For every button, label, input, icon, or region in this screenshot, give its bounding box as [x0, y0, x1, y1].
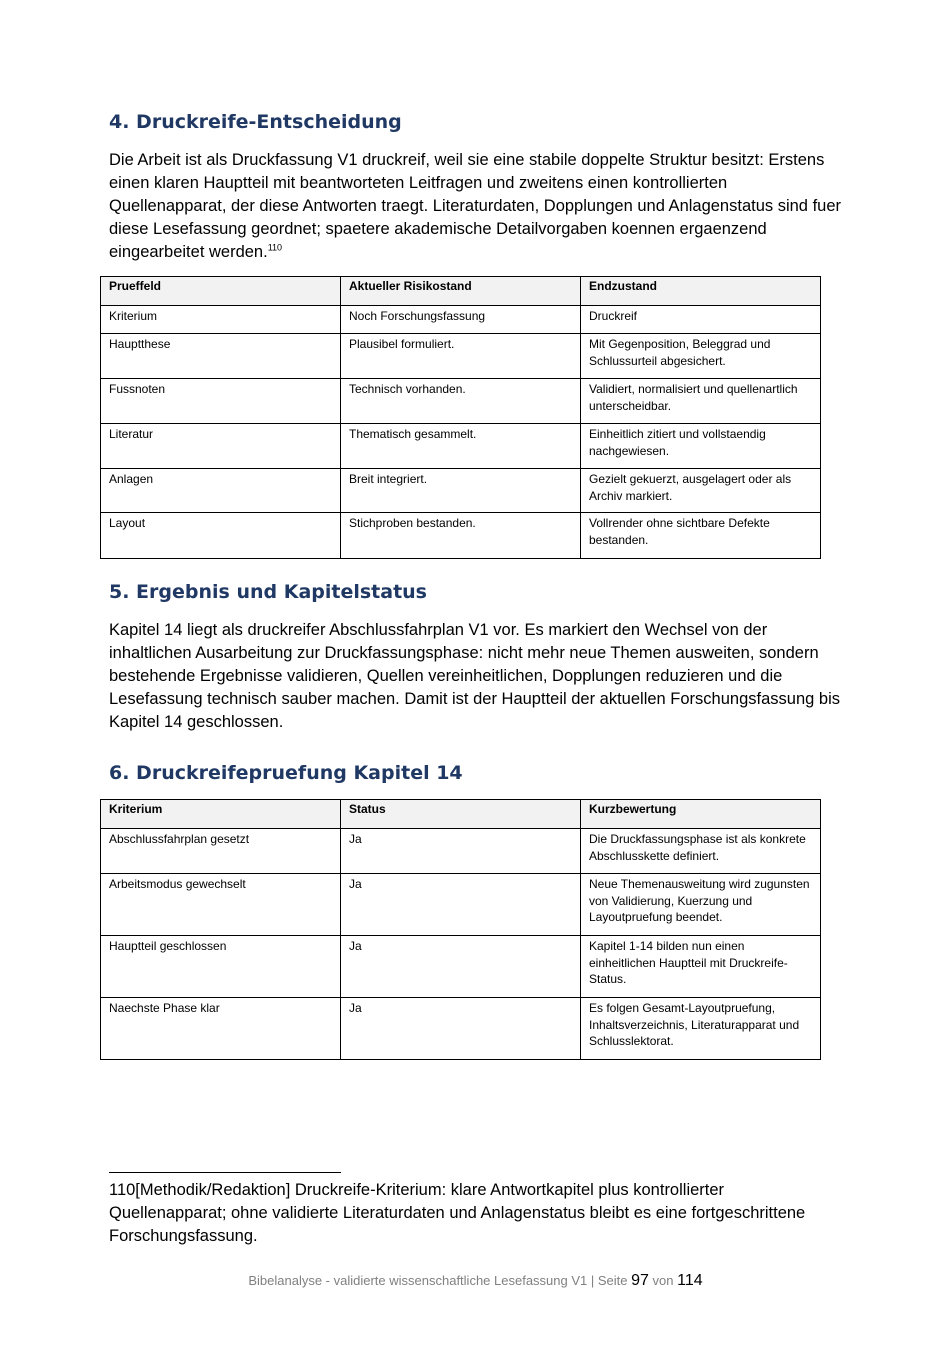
page-total: 114	[677, 1272, 703, 1289]
table-cell: Validiert, normalisiert und quellenartlich unterscheidbar.	[581, 379, 821, 424]
table-row	[101, 998, 821, 1060]
table-cell: Stichproben bestanden.	[341, 513, 581, 559]
risk-table	[100, 276, 821, 559]
table-cell: Hauptteil geschlossen	[101, 936, 341, 998]
column-header: Kurzbewertung	[581, 800, 821, 829]
criteria-table	[100, 799, 821, 1060]
table-cell: Noch Forschungsfassung	[341, 306, 581, 334]
table-cell: Thematisch gesammelt.	[341, 424, 581, 469]
table-cell: Kriterium	[101, 306, 341, 334]
table-cell: Technisch vorhanden.	[341, 379, 581, 424]
table-cell: Druckreif	[581, 306, 821, 334]
section-5-paragraph: Kapitel 14 liegt als druckreifer Abschlussfahrplan V1 vor. Es markiert den Wechsel von der inhaltlichen Ausarbeitung zur Druckfassungsphase: nicht mehr neue Themen ausweiten, sondern bestehende Ergebnisse validieren, Quellen vereinheitlichen, Dopplungen reduzieren und die Lesefassung technisch sauber machen. Damit ist der Hauptteil der aktuellen Forschungsfassung bis Kapitel 14 geschlossen.	[109, 621, 840, 731]
footer-of-label: von	[652, 1273, 674, 1288]
page-footer	[0, 1272, 951, 1290]
table-cell: Anlagen	[101, 469, 341, 513]
table-cell: Einheitlich zitiert und vollstaendig nachgewiesen.	[581, 424, 821, 469]
footnote-reference[interactable]: 110	[267, 242, 283, 253]
table-cell: Hauptthese	[101, 334, 341, 379]
table-cell: Abschlussfahrplan gesetzt	[101, 829, 341, 874]
page-number: 97	[631, 1272, 649, 1289]
table-cell: Ja	[341, 998, 581, 1060]
section-4-heading: 4. Druckreife-Entscheidung	[109, 111, 402, 133]
table-cell: Arbeitsmodus gewechselt	[101, 874, 341, 936]
table-cell: Plausibel formuliert.	[341, 334, 581, 379]
table-cell: Neue Themenausweitung wird zugunsten von Validierung, Kuerzung und Layoutpruefung beendet.	[581, 874, 821, 936]
column-header: Status	[341, 800, 581, 829]
table-row	[101, 334, 821, 379]
section-4-paragraph	[109, 149, 844, 264]
table-cell: Layout	[101, 513, 341, 559]
column-header: Endzustand	[581, 277, 821, 306]
table-header-row	[101, 277, 821, 306]
table-cell: Ja	[341, 936, 581, 998]
table-cell: Fussnoten	[101, 379, 341, 424]
table-cell: Die Druckfassungsphase ist als konkrete Abschlusskette definiert.	[581, 829, 821, 874]
table-cell: Ja	[341, 874, 581, 936]
column-header: Kriterium	[101, 800, 341, 829]
section-4-text: Die Arbeit ist als Druckfassung V1 druckreif, weil sie eine stabile doppelte Struktur besitzt: Erstens einen klaren Hauptteil mit beantworteten Leitfragen und zweitens einen kontrollierten Quellenapparat, der diese Antworten traegt. Literaturdaten, Dopplungen und Anlagenstatus sind fuer diese Lesefassung geordnet; spaetere akademische Detailvorgaben koennen ergaenzend eingearbeitet werden.	[109, 151, 842, 261]
section-5-heading: 5. Ergebnis und Kapitelstatus	[109, 581, 427, 603]
table-cell: Es folgen Gesamt-Layoutpruefung, Inhaltsverzeichnis, Literaturapparat und Schlusslektorat.	[581, 998, 821, 1060]
table-row	[101, 424, 821, 469]
footnote-110: 110[Methodik/Redaktion] Druckreife-Kriterium: klare Antwortkapitel plus kontrollierter Quellenapparat; ohne validierte Literaturdaten und Anlagenstatus bleibt es eine fortgeschrittene Forschungsfassung.	[109, 1181, 806, 1245]
table-row	[101, 469, 821, 513]
table-row	[101, 513, 821, 559]
table-cell: Kapitel 1-14 bilden nun einen einheitlichen Hauptteil mit Druckreife-Status.	[581, 936, 821, 998]
table-row	[101, 306, 821, 334]
column-header: Prueffeld	[101, 277, 341, 306]
table-row	[101, 379, 821, 424]
table-cell: Breit integriert.	[341, 469, 581, 513]
table-header-row	[101, 800, 821, 829]
table-cell: Naechste Phase klar	[101, 998, 341, 1060]
table-row	[101, 829, 821, 874]
table-cell: Mit Gegenposition, Beleggrad und Schlussurteil abgesichert.	[581, 334, 821, 379]
table-cell: Literatur	[101, 424, 341, 469]
column-header: Aktueller Risikostand	[341, 277, 581, 306]
table-cell: Gezielt gekuerzt, ausgelagert oder als Archiv markiert.	[581, 469, 821, 513]
table-cell: Ja	[341, 829, 581, 874]
footer-text: Bibelanalyse - validierte wissenschaftliche Lesefassung V1 | Seite	[248, 1273, 628, 1288]
footnote-separator	[109, 1172, 341, 1173]
section-6-heading: 6. Druckreifepruefung Kapitel 14	[109, 762, 463, 784]
table-row	[101, 936, 821, 998]
table-row	[101, 874, 821, 936]
table-cell: Vollrender ohne sichtbare Defekte bestanden.	[581, 513, 821, 559]
